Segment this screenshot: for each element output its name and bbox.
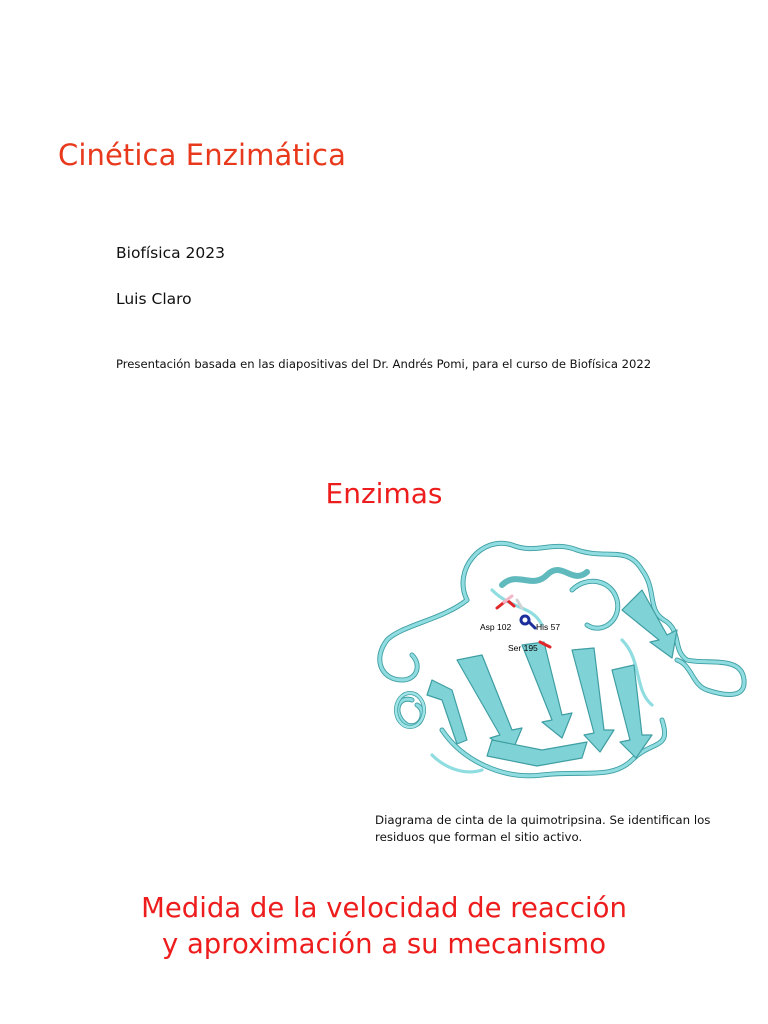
presentation-title: Cinética Enzimática [58, 138, 346, 172]
section-title-enzimas: Enzimas [325, 477, 443, 510]
residue-label-ser195: Ser 195 [508, 643, 538, 653]
section-title-reaction-rate [0, 890, 768, 962]
caption-line-2: residuos que forman el sitio activo. [375, 830, 583, 844]
caption-line-1: Diagrama de cinta de la quimotripsina. Se identifican los [375, 813, 711, 827]
chymotrypsin-ribbon-diagram [372, 530, 748, 800]
section-title-line-2: y aproximación a su mecanismo [161, 928, 607, 960]
figure-caption [375, 812, 745, 846]
attribution-note: Presentación basada en las diapositivas del Dr. Andrés Pomi, para el curso de Biofísica 2022 [116, 357, 652, 371]
author-name: Luis Claro [116, 290, 192, 308]
course-name: Biofísica 2023 [116, 244, 225, 262]
residue-label-his57: His 57 [536, 622, 561, 632]
residue-label-asp102: Asp 102 [480, 622, 512, 632]
section-title-line-1: Medida de la velocidad de reacción [141, 892, 627, 924]
